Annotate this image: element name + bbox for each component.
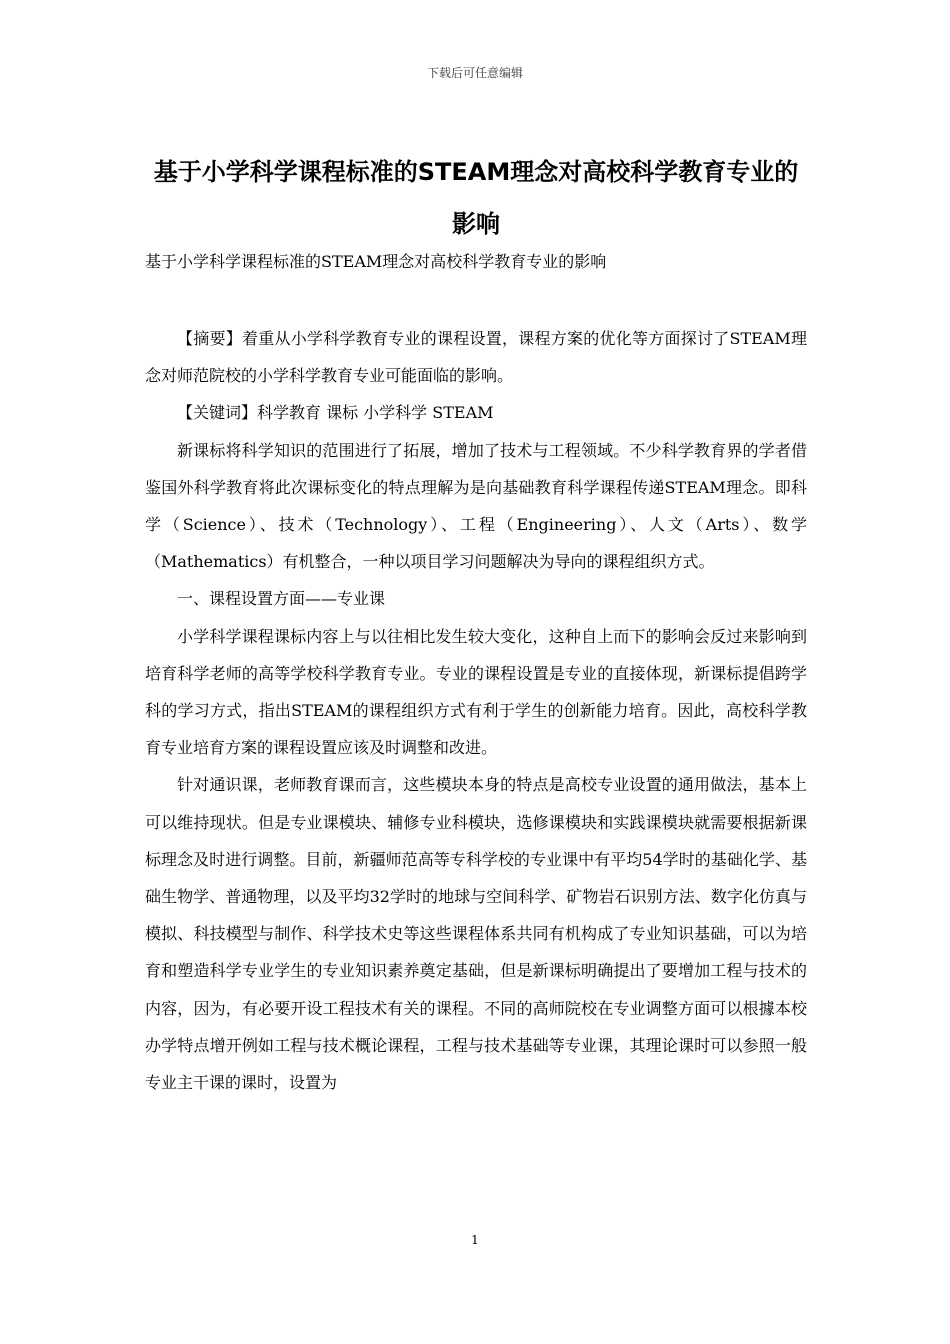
document-subtitle: 基于小学科学课程标准的STEAM理念对高校科学教育专业的影响 [145, 252, 607, 271]
section-heading: 一、课程设置方面——专业课 [177, 589, 386, 609]
abstract-paragraph: 【摘要】着重从小学科学教育专业的课程设置，课程方案的优化等方面探讨了STEAM理念对师范院校的小学科学教育专业可能面临的影响。 [145, 329, 807, 386]
page-number: 1 [471, 1233, 479, 1247]
body-paragraph: 新课标将科学知识的范围进行了拓展，增加了技术与工程领域。不少科学教育界的学者借鉴国外科学教育将此次课标变化的特点理解为是向基础教育科学课程传递STEAM理念。即科学（Science）、技术（Technology）、工程（Engineering）、人文（Arts）、数学（Mathematics）有机整合，一种以项目学习问题解决为导向的课程组织方式。 [145, 440, 807, 572]
document-body [145, 320, 807, 1101]
keywords-paragraph: 【关键词】科学教育 课标 小学科学 STEAM [177, 403, 494, 423]
body-paragraph: 小学科学课程课标内容上与以往相比发生较大变化，这种自上而下的影响会反过来影响到培育科学老师的高等学校科学教育专业。专业的课程设置是专业的直接体现，新课标提倡跨学科的学习方式，指出STEAM的课程组织方式有利于学生的创新能力培育。因此，高校科学教育专业培育方案的课程设置应该及时调整和改进。 [145, 626, 807, 758]
page-header: 下载后可任意编辑 [426, 66, 523, 80]
document-title: 基于小学科学课程标准的STEAM理念对高校科学教育专业的影响 [153, 158, 799, 238]
body-paragraph: 针对通识课，老师教育课而言，这些模块本身的特点是高校专业设置的通用做法，基本上可以维持现状。但是专业课模块、辅修专业科模块，选修课模块和实践课模块就需要根据新课标理念及时进行调整。目前，新疆师范高等专科学校的专业课中有平均54学时的基础化学、基础生物学、普通物理，以及平均32学时的地球与空间科学、矿物岩石识别方法、数字化仿真与模拟、科技模型与制作、科学技术史等这些课程体系共同有机构成了专业知识基础，可以为培育和塑造科学专业学生的专业知识素养奠定基础，但是新课标明确提出了要增加工程与技术的内容，因为，有必要开设工程技术有关的课程。不同的高师院校在专业调整方面可以根據本校办学特点增开例如工程与技术概论课程，工程与技术基础等专业课，其理论课时可以参照一般专业主干课的课时，设置为 [145, 775, 807, 1093]
